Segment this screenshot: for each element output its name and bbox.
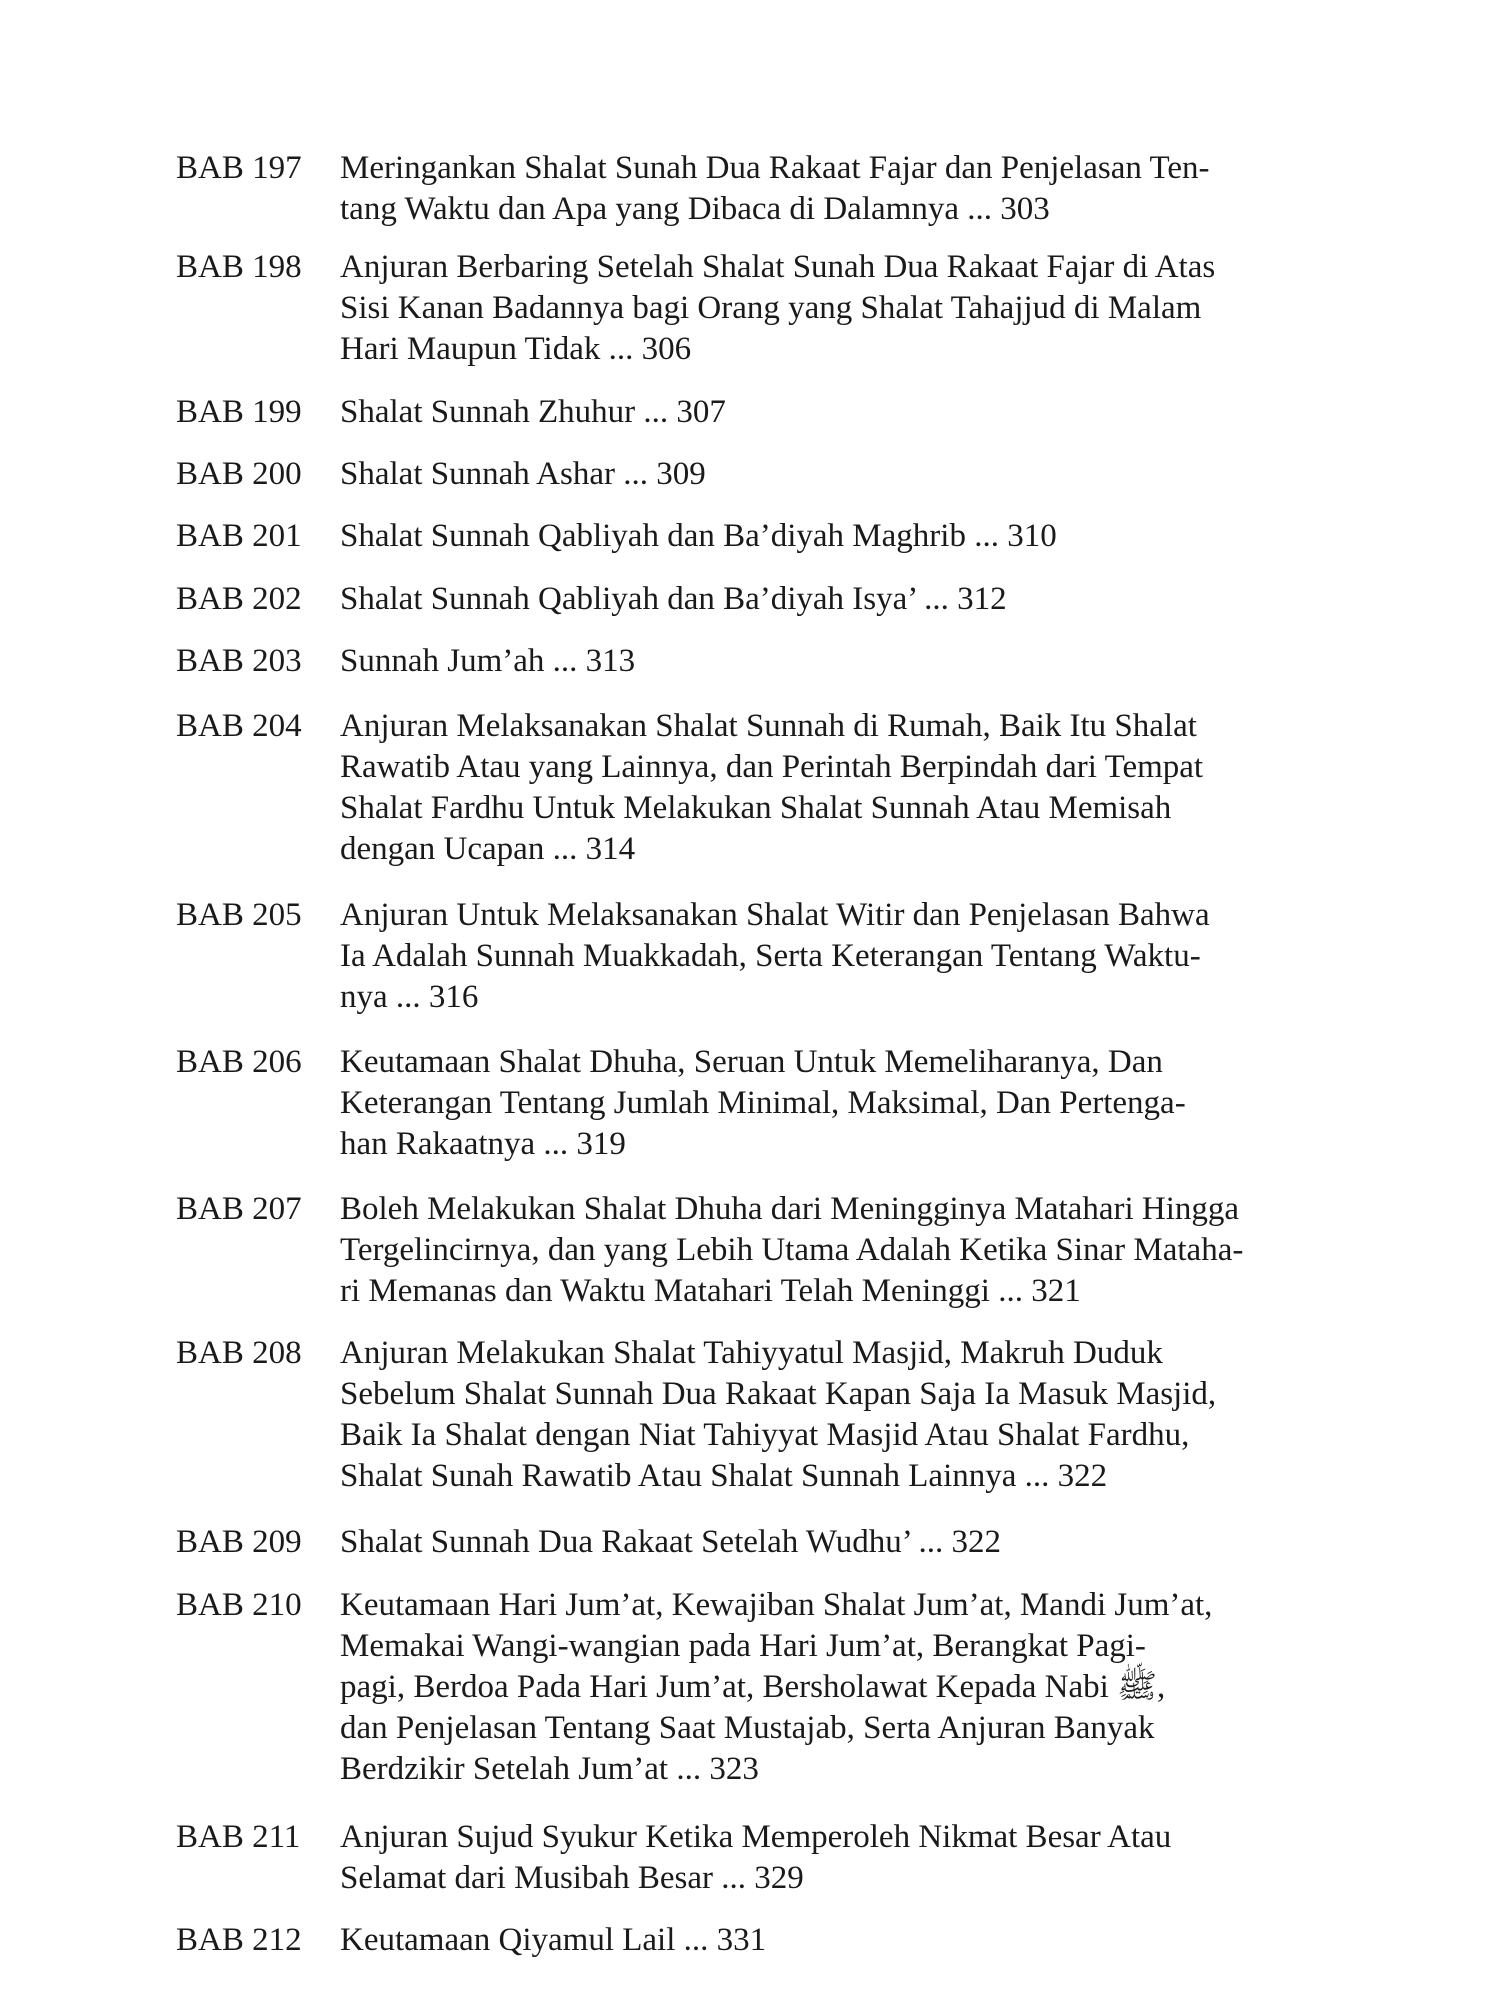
chapter-title-line: Shalat Sunnah Ashar ... 309 [340, 456, 706, 492]
chapter-title-line: Shalat Sunnah Dua Rakaat Setelah Wudhu’ ... 322 [340, 1524, 1001, 1560]
chapter-title-line: Shalat Sunnah Qabliyah dan Ba’diyah Isya’ ... 312 [340, 581, 1007, 617]
chapter-title-line: Selamat dari Musibah Besar ... 329 [340, 1860, 804, 1896]
chapter-number: BAB 201 [176, 518, 302, 554]
chapter-title-line: Anjuran Sujud Syukur Ketika Memperoleh Nikmat Besar Atau [340, 1819, 1172, 1855]
chapter-title-line: nya ... 316 [340, 979, 479, 1015]
chapter-title [340, 895, 1210, 1018]
chapter-number: BAB 209 [176, 1524, 302, 1560]
chapter-number: BAB 210 [176, 1587, 302, 1623]
chapter-title [340, 1189, 1243, 1312]
chapter-title-line: Sisi Kanan Badannya bagi Orang yang Shalat Tahajjud di Malam [340, 290, 1202, 326]
chapter-number: BAB 199 [176, 394, 302, 430]
chapter-title-line: ri Memanas dan Waktu Matahari Telah Meninggi ... 321 [340, 1273, 1081, 1309]
chapter-title-line: Tergelincirnya, dan yang Lebih Utama Adalah Ketika Sinar Mataha- [340, 1232, 1244, 1268]
chapter-title-line: Keutamaan Qiyamul Lail ... 331 [340, 1922, 767, 1958]
chapter-title [340, 1042, 1186, 1165]
chapter-title [340, 1522, 1001, 1563]
chapter-title-line: Shalat Sunnah Qabliyah dan Ba’diyah Maghrib ... 310 [340, 518, 1057, 554]
chapter-title-line: Memakai Wangi-wangian pada Hari Jum’at, Berangkat Pagi- [340, 1628, 1146, 1664]
chapter-number: BAB 197 [176, 150, 302, 186]
chapter-title-line: dengan Ucapan ... 314 [340, 831, 636, 867]
chapter-title-line: han Rakaatnya ... 319 [340, 1126, 626, 1162]
chapter-title-line: Sebelum Shalat Sunnah Dua Rakaat Kapan Saja Ia Masuk Masjid, [340, 1376, 1217, 1412]
chapter-title-line: Anjuran Berbaring Setelah Shalat Sunah Dua Rakaat Fajar di Atas [340, 249, 1216, 285]
chapter-title [340, 454, 706, 495]
chapter-title-line: dan Penjelasan Tentang Saat Mustajab, Serta Anjuran Banyak [340, 1710, 1155, 1746]
chapter-title-line: Shalat Sunnah Zhuhur ... 307 [340, 394, 726, 430]
chapter-title-line: Keutamaan Shalat Dhuha, Seruan Untuk Memeliharanya, Dan [340, 1044, 1163, 1080]
chapter-number: BAB 205 [176, 897, 302, 933]
chapter-title-line: Meringankan Shalat Sunah Dua Rakaat Fajar dan Penjelasan Ten- [340, 150, 1210, 186]
chapter-number: BAB 203 [176, 643, 302, 679]
chapter-title-line: Baik Ia Shalat dengan Niat Tahiyyat Masjid Atau Shalat Fardhu, [340, 1417, 1190, 1453]
chapter-number: BAB 212 [176, 1922, 302, 1958]
chapter-title-line: Shalat Sunah Rawatib Atau Shalat Sunnah Lainnya ... 322 [340, 1458, 1108, 1494]
chapter-title-line: Anjuran Untuk Melaksanakan Shalat Witir dan Penjelasan Bahwa [340, 897, 1210, 933]
chapter-title-line: Keterangan Tentang Jumlah Minimal, Maksimal, Dan Pertenga- [340, 1085, 1186, 1121]
chapter-title [340, 1333, 1216, 1497]
chapter-title-line: Anjuran Melaksanakan Shalat Sunnah di Rumah, Baik Itu Shalat [340, 708, 1197, 744]
chapter-title-line: tang Waktu dan Apa yang Dibaca di Dalamnya ... 303 [340, 191, 1050, 227]
chapter-number: BAB 208 [176, 1335, 302, 1371]
chapter-title-line: Rawatib Atau yang Lainnya, dan Perintah Berpindah dari Tempat [340, 749, 1204, 785]
chapter-title-line: Keutamaan Hari Jum’at, Kewajiban Shalat Jum’at, Mandi Jum’at, [340, 1587, 1213, 1623]
chapter-number: BAB 211 [176, 1819, 301, 1855]
chapter-number: BAB 204 [176, 708, 302, 744]
chapter-number: BAB 207 [176, 1191, 302, 1227]
chapter-title [340, 1920, 766, 1961]
chapter-title [340, 516, 1057, 557]
chapter-title-line: Anjuran Melakukan Shalat Tahiyyatul Masjid, Makruh Duduk [340, 1335, 1163, 1371]
chapter-number: BAB 206 [176, 1044, 302, 1080]
chapter-title [340, 579, 1007, 620]
chapter-number: BAB 202 [176, 581, 302, 617]
chapter-number: BAB 198 [176, 249, 302, 285]
chapter-title [340, 1585, 1212, 1790]
chapter-number: BAB 200 [176, 456, 302, 492]
chapter-title [340, 706, 1203, 870]
chapter-title [340, 247, 1215, 370]
chapter-title-line: Sunnah Jum’ah ... 313 [340, 643, 636, 679]
chapter-title [340, 392, 726, 433]
chapter-title-line: Ia Adalah Sunnah Muakkadah, Serta Keterangan Tentang Waktu- [340, 938, 1201, 974]
chapter-title-line: Boleh Melakukan Shalat Dhuha dari Meningginya Matahari Hingga [340, 1191, 1240, 1227]
chapter-title-line: Shalat Fardhu Untuk Melakukan Shalat Sunnah Atau Memisah [340, 790, 1172, 826]
chapter-title-line: Berdzikir Setelah Jum’at ... 323 [340, 1751, 759, 1787]
chapter-title [340, 641, 635, 682]
chapter-title-line: pagi, Berdoa Pada Hari Jum’at, Bersholawat Kepada Nabi ﷺ, [340, 1669, 1166, 1705]
chapter-title [340, 148, 1210, 230]
chapter-title [340, 1817, 1171, 1899]
chapter-title-line: Hari Maupun Tidak ... 306 [340, 331, 692, 367]
